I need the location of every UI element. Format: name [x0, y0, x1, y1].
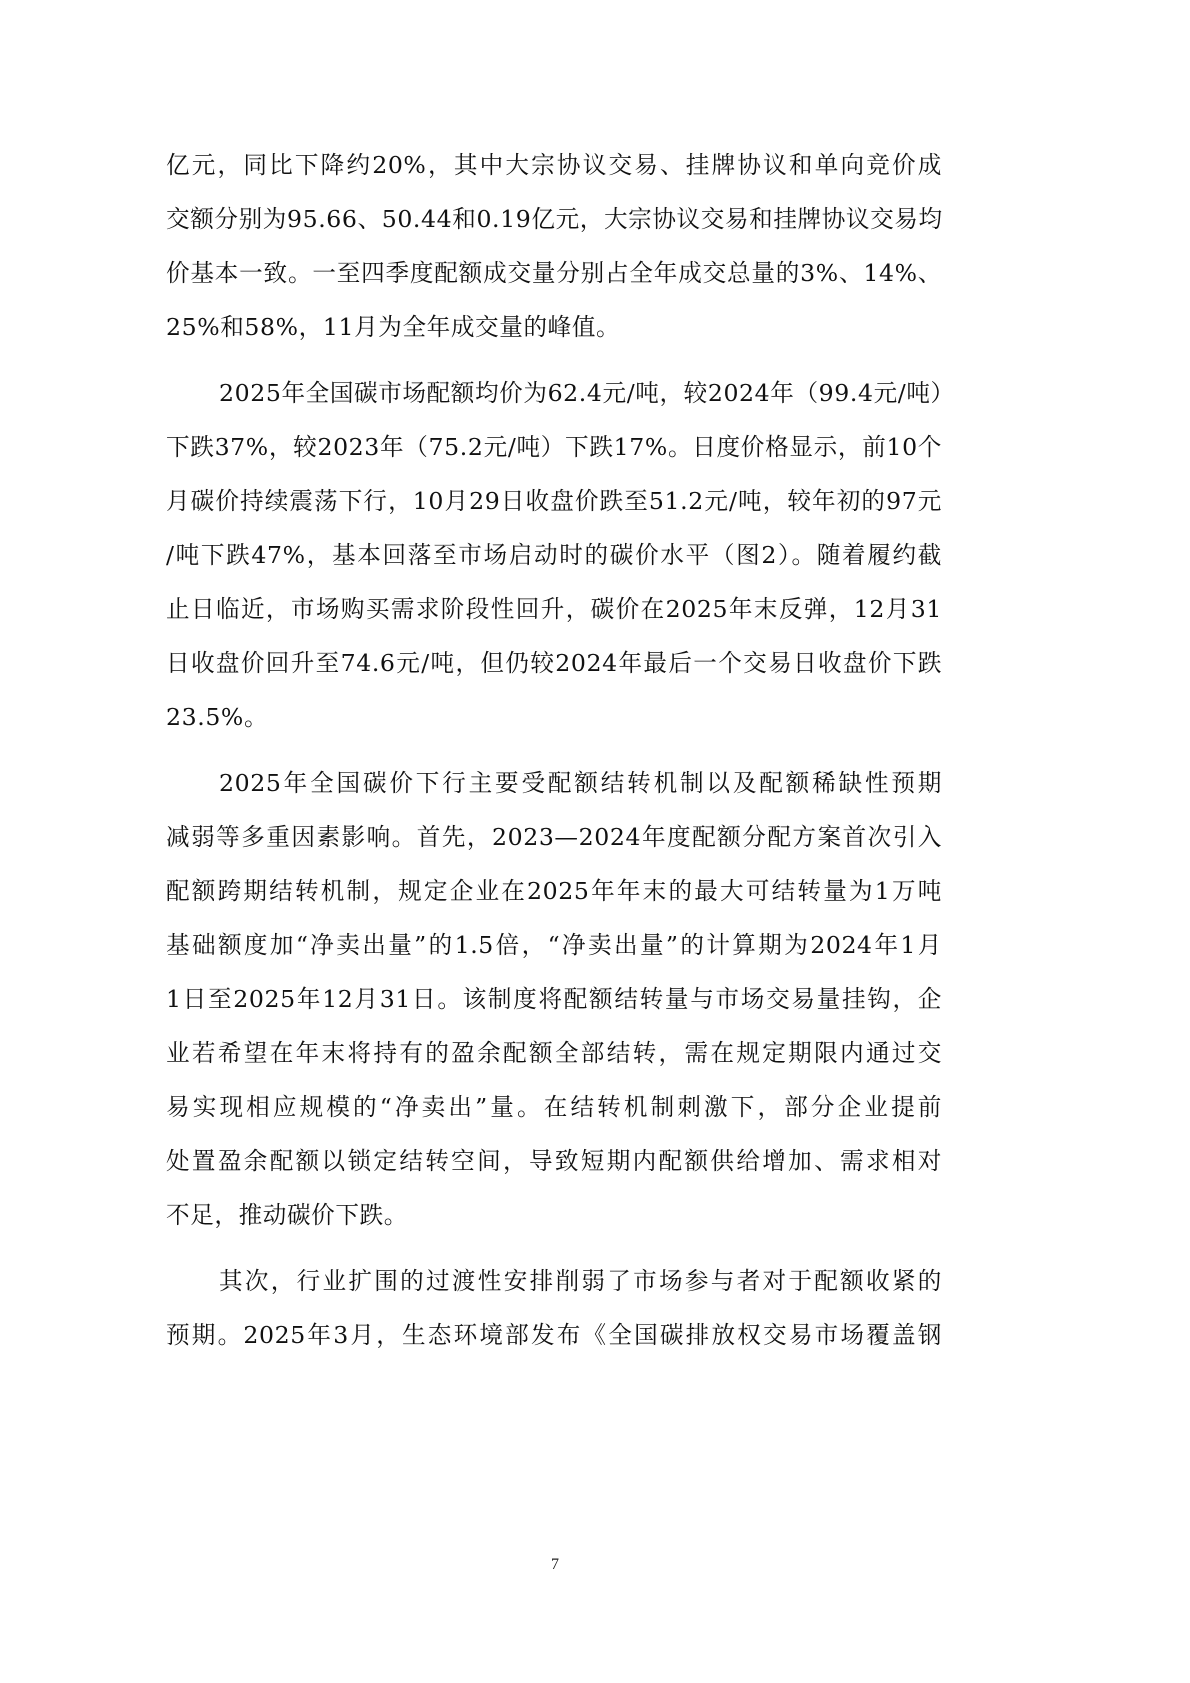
page-number: 7 [551, 1556, 559, 1573]
paragraph-carbon-price [166, 369, 955, 747]
text-line: 2025年全国碳市场配额均价为62.4元/吨，较2024年（99.4元/吨） [219, 379, 955, 407]
text-line: 月碳价持续震荡下行，10月29日收盘价跌至51.2元/吨，较年初的97元 [166, 487, 942, 515]
paragraph-spacing [166, 747, 942, 759]
paragraph-spacing [166, 357, 942, 369]
text-line: /吨下跌47%，基本回落至市场启动时的碳价水平（图2）。随着履约截 [166, 541, 942, 569]
text-line: 1日至2025年12月31日。该制度将配额结转量与市场交易量挂钩，企 [166, 985, 942, 1013]
text-line: 价基本一致。一至四季度配额成交量分别占全年成交总量的3%、14%、 [166, 259, 942, 287]
text-line: 25%和58%，11月为全年成交量的峰值。 [166, 313, 621, 341]
paragraph-spacing [166, 1245, 942, 1257]
text-line: 基础额度加“净卖出量”的1.5倍，“净卖出量”的计算期为2024年1月 [166, 931, 942, 959]
text-line: 其次，行业扩围的过渡性安排削弱了市场参与者对于配额收紧的 [219, 1267, 942, 1295]
text-line: 亿元，同比下降约20%，其中大宗协议交易、挂牌协议和单向竞价成 [166, 151, 942, 179]
text-line: 配额跨期结转机制，规定企业在2025年年末的最大可结转量为1万吨 [166, 877, 942, 905]
text-line: 业若希望在年末将持有的盈余配额全部结转，需在规定期限内通过交 [166, 1039, 942, 1067]
text-line: 23.5%。 [166, 703, 269, 731]
text-line: 2025年全国碳价下行主要受配额结转机制以及配额稀缺性预期 [219, 769, 942, 797]
paragraph-price-decline-factors [166, 759, 942, 1245]
text-line: 减弱等多重因素影响。首先，2023—2024年度配额分配方案首次引入 [166, 823, 942, 851]
paragraph-sector-expansion [166, 1257, 942, 1365]
text-line: 处置盈余配额以锁定结转空间，导致短期内配额供给增加、需求相对 [166, 1147, 942, 1175]
text-line: 日收盘价回升至74.6元/吨，但仍较2024年最后一个交易日收盘价下跌 [166, 649, 942, 677]
body-text [166, 141, 955, 1365]
paragraph-trading-volume [166, 141, 942, 357]
text-line: 不足，推动碳价下跌。 [166, 1201, 408, 1229]
text-line: 交额分别为95.66、50.44和0.19亿元，大宗协议交易和挂牌协议交易均 [166, 205, 943, 233]
text-line: 下跌37%，较2023年（75.2元/吨）下跌17%。日度价格显示，前10个 [166, 433, 942, 461]
text-line: 止日临近，市场购买需求阶段性回升，碳价在2025年末反弹，12月31 [166, 595, 942, 623]
text-line: 易实现相应规模的“净卖出”量。在结转机制刺激下，部分企业提前 [166, 1093, 942, 1121]
text-line: 预期。2025年3月，生态环境部发布《全国碳排放权交易市场覆盖钢 [166, 1321, 942, 1349]
